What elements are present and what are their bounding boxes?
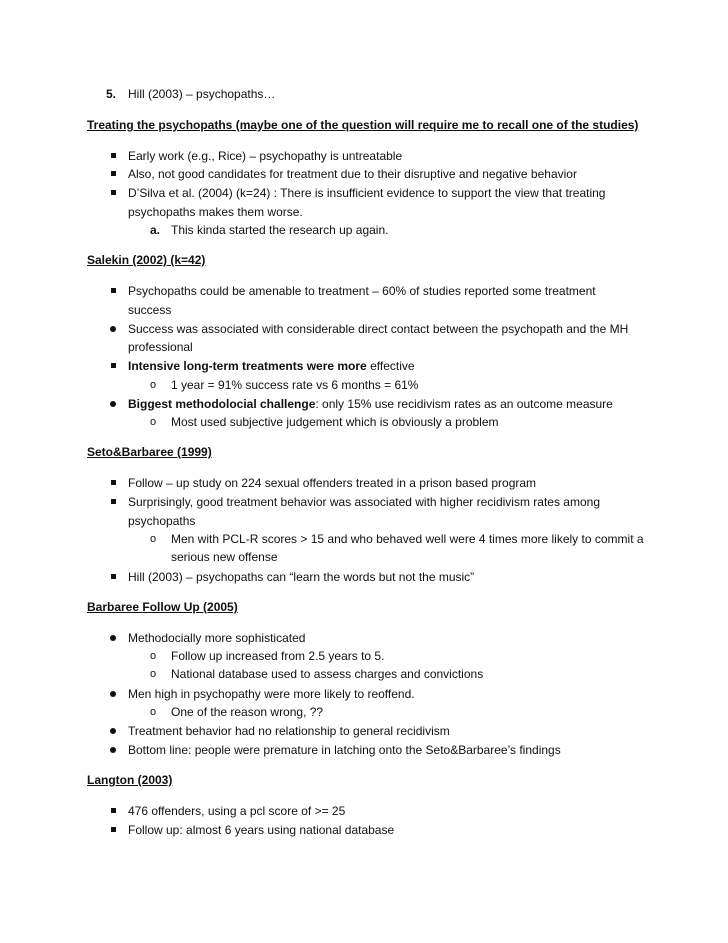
list-number: 5. [106, 87, 117, 101]
sub-bullet-text: National database used to assess charges and convictions [171, 667, 484, 681]
bullet-text: Psychopaths could be amenable to treatment – 60% of studies reported some treatment [128, 284, 596, 298]
hollow-bullet-icon: o [149, 706, 157, 718]
bullet-text: Men high in psychopathy were more likely to reoffend. [128, 687, 415, 701]
square-bullet-icon [108, 569, 118, 585]
square-bullet-icon [108, 358, 118, 374]
bullet-text-continued: professional [128, 340, 193, 354]
sub-bullet-text: Follow up increased from 2.5 years to 5. [171, 649, 385, 663]
list-item-text: Hill (2003) – psychopaths… [128, 87, 276, 101]
sub-bullet-text: 1 year = 91% success rate vs 6 months = 61% [171, 378, 419, 392]
square-bullet-icon [108, 822, 118, 838]
sub-bullet-text: Most used subjective judgement which is obviously a problem [171, 415, 499, 429]
bullet-text [128, 358, 415, 374]
sub-bullet-text: Men with PCL-R scores > 15 and who behaved well were 4 times more likely to commit a [171, 532, 644, 546]
square-bullet-icon [108, 148, 118, 164]
sub-bullet-text: This kinda started the research up again. [171, 223, 389, 237]
sub-bullet-text: One of the reason wrong, ?? [171, 705, 324, 719]
square-bullet-icon [108, 166, 118, 182]
bullet-text-continued: success [128, 303, 172, 317]
hollow-bullet-icon: o [149, 533, 157, 545]
bullet-text: Follow – up study on 224 sexual offenders treated in a prison based program [128, 476, 537, 490]
bullet-text: Bottom line: people were premature in latching onto the Seto&Barbaree’s findings [128, 743, 561, 757]
plain-text: : only 15% use recidivism rates as an outcome measure [315, 397, 613, 411]
section-heading-treating: Treating the psychopaths (maybe one of the question will require me to recall one of the studies) [87, 118, 639, 132]
bullet-text-continued: psychopaths [128, 514, 196, 528]
sub-list-marker: a. [150, 223, 161, 237]
bold-text: Intensive long-term treatments were more [128, 359, 367, 373]
hollow-bullet-icon: o [149, 650, 157, 662]
section-heading-barbaree-follow-up: Barbaree Follow Up (2005) [87, 600, 238, 614]
bold-text: Biggest methodolocial challenge [128, 397, 316, 411]
square-bullet-icon [108, 475, 118, 491]
bullet-text-continued: psychopaths makes them worse. [128, 205, 303, 219]
bullet-text: Treatment behavior had no relationship to general recidivism [128, 724, 450, 738]
section-heading-seto-barbaree: Seto&Barbaree (1999) [87, 445, 212, 459]
bullet-text: D’Silva et al. (2004) (k=24) : There is insufficient evidence to support the view that treating [128, 186, 606, 200]
plain-text: effective [366, 359, 415, 373]
hollow-bullet-icon: o [149, 379, 157, 391]
section-heading-langton: Langton (2003) [87, 773, 173, 787]
bullet-text: Early work (e.g., Rice) – psychopathy is untreatable [128, 149, 403, 163]
bullet-text: Follow up: almost 6 years using national database [128, 823, 395, 837]
bullet-text: Success was associated with considerable direct contact between the psychopath and the MH [128, 322, 629, 336]
bullet-text [128, 396, 613, 412]
hollow-bullet-icon: o [149, 416, 157, 428]
square-bullet-icon [108, 283, 118, 299]
round-bullet-icon [108, 396, 118, 412]
square-bullet-icon [108, 803, 118, 819]
bullet-text: Also, not good candidates for treatment due to their disruptive and negative behavior [128, 167, 577, 181]
square-bullet-icon [108, 185, 118, 201]
round-bullet-icon [108, 742, 118, 758]
hollow-bullet-icon: o [149, 668, 157, 680]
bullet-text: Surprisingly, good treatment behavior was associated with higher recidivism rates among [128, 495, 601, 509]
bullet-text: Hill (2003) – psychopaths can “learn the words but not the music” [128, 570, 475, 584]
square-bullet-icon [108, 494, 118, 510]
bullet-text: 476 offenders, using a pcl score of >= 25 [128, 804, 346, 818]
sub-bullet-text-continued: serious new offense [171, 550, 278, 564]
bullet-text: Methodocially more sophisticated [128, 631, 306, 645]
section-heading-salekin: Salekin (2002) (k=42) [87, 253, 206, 267]
round-bullet-icon [108, 321, 118, 337]
round-bullet-icon [108, 686, 118, 702]
round-bullet-icon [108, 723, 118, 739]
round-bullet-icon [108, 630, 118, 646]
